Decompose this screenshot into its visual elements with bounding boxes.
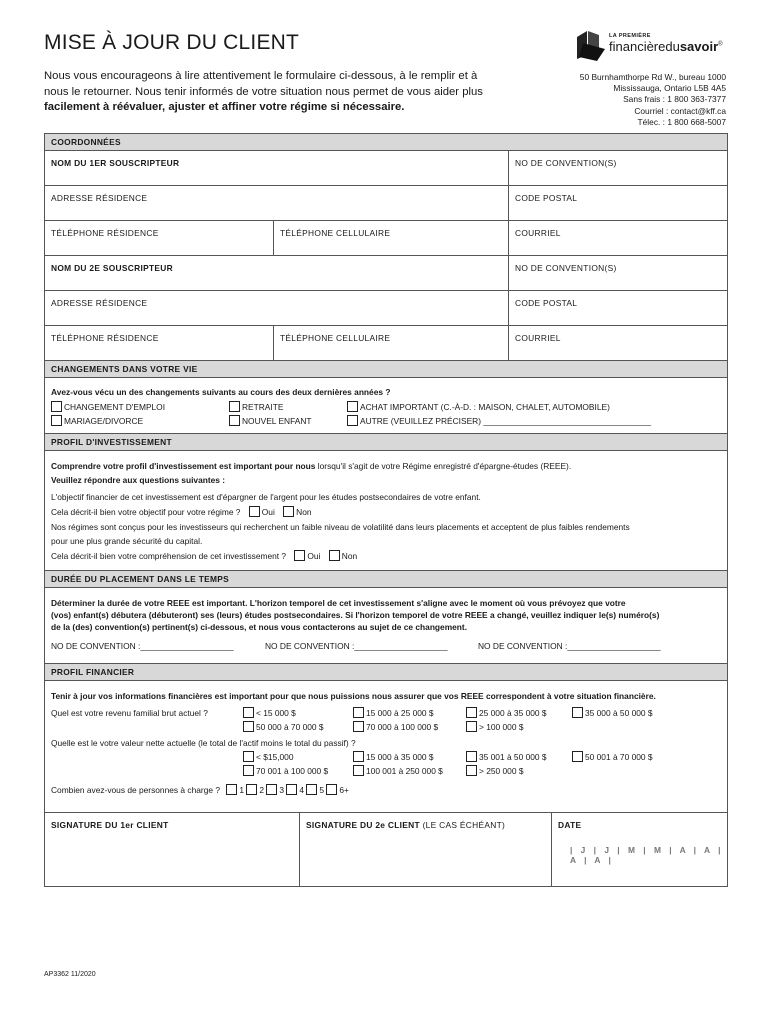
- pi-line1: Comprendre votre profil d'investissement est important pour nous lorsqu'il s'agit de votre Régime enregistré d'épargne-études (REEE).: [51, 461, 572, 471]
- section-header-coordonnees: COORDONNÉES: [45, 134, 727, 151]
- name1-field[interactable]: NOM DU 1ER SOUSCRIPTEUR: [45, 151, 509, 185]
- dependents-checkbox[interactable]: [266, 784, 277, 795]
- checkbox-non[interactable]: [329, 550, 340, 561]
- option-achat[interactable]: ACHAT IMPORTANT (C.-À-D. : MAISON, CHALET, AUTOMOBILE): [347, 401, 610, 412]
- checkbox-oui[interactable]: [249, 506, 260, 517]
- logo-main-text: financièredusavoir®: [609, 39, 723, 54]
- email1-field[interactable]: COURRIEL: [515, 228, 561, 238]
- email2-field[interactable]: COURRIEL: [515, 333, 561, 343]
- address-fax: Télec. : 1 800 668-5007: [637, 116, 726, 127]
- form-row: [45, 291, 727, 326]
- networth-option[interactable]: < $15,000: [243, 751, 294, 762]
- pi-line2: Veuillez répondre aux questions suivantes :: [51, 475, 226, 485]
- pi-line4: Cela décrit-il bien votre objectif pour votre régime ? Oui Non: [51, 507, 312, 517]
- logo-mark-icon: [575, 29, 605, 61]
- option-mariage[interactable]: MARIAGE/DIVORCE: [51, 415, 143, 426]
- dependents-checkbox[interactable]: [306, 784, 317, 795]
- pf-q1: Quel est votre revenu familial brut actuel ?: [51, 708, 208, 718]
- form-title: MISE À JOUR DU CLIENT: [44, 31, 300, 54]
- address1-field[interactable]: ADRESSE RÉSIDENCE: [45, 186, 509, 220]
- client-update-form: [44, 133, 728, 887]
- cell2-field[interactable]: TÉLÉPHONE CELLULAIRE: [274, 326, 509, 360]
- convention1-field[interactable]: NO DE CONVENTION(S): [515, 158, 617, 168]
- pi-line3: L'objectif financier de cet investissement est d'épargner de l'argent pour les études postsecondaires de votre enfant.: [51, 492, 481, 502]
- checkbox[interactable]: [229, 401, 240, 412]
- checkbox[interactable]: [51, 401, 62, 412]
- address2-field[interactable]: ADRESSE RÉSIDENCE: [45, 291, 509, 325]
- option-autre[interactable]: AUTRE (VEUILLEZ PRÉCISER) ____________________________________: [347, 415, 651, 426]
- pi-line5: Nos régimes sont conçus pour les investisseurs qui recherchent un faible niveau de volatilité dans leurs placements et acceptent de plus faibles rendements: [51, 522, 630, 532]
- option-retraite[interactable]: RETRAITE: [229, 401, 283, 412]
- profil-investissement-section: [45, 451, 727, 571]
- date-format: | J | J | M | M | A | A | A | A |: [570, 845, 724, 865]
- income-option[interactable]: 35 000 à 50 000 $: [572, 707, 653, 718]
- date-field[interactable]: DATE | J | J | M | M | A | A | A | A |: [552, 813, 727, 886]
- pf-q2: Quelle est le votre valeur nette actuelle (le total de l'actif moins le total du passif) ?: [51, 738, 356, 748]
- intro-text: [44, 69, 494, 116]
- company-address: [580, 72, 726, 128]
- networth-option[interactable]: 100 001 à 250 000 $: [353, 765, 443, 776]
- address-line: Mississauga, Ontario L5B 4A5: [613, 83, 726, 94]
- checkbox-non[interactable]: [283, 506, 294, 517]
- phone2-field[interactable]: TÉLÉPHONE RÉSIDENCE: [45, 326, 274, 360]
- signature-client2-field[interactable]: SIGNATURE DU 2e CLIENT (LE CAS ÉCHÉANT): [300, 813, 552, 886]
- postal1-field[interactable]: CODE POSTAL: [515, 193, 578, 203]
- postal2-field[interactable]: CODE POSTAL: [515, 298, 578, 308]
- changements-question: Avez-vous vécu un des changements suivants au cours des deux dernières années ?: [51, 387, 391, 397]
- form-row: [45, 151, 727, 186]
- networth-option[interactable]: 15 000 à 35 000 $: [353, 751, 434, 762]
- income-option[interactable]: < 15 000 $: [243, 707, 296, 718]
- phone1-field[interactable]: TÉLÉPHONE RÉSIDENCE: [45, 221, 274, 255]
- option-emploi[interactable]: CHANGEMENT D'EMPLOI: [51, 401, 165, 412]
- pi-line7: Cela décrit-il bien votre compréhension de cet investissement ? Oui Non: [51, 551, 358, 561]
- networth-option[interactable]: > 250 000 $: [466, 765, 523, 776]
- pi-line6: pour une plus grande sécurité du capital.: [51, 536, 203, 546]
- duree-line2: (vos) enfant(s) débutera (débuteront) ses (leurs) études postsecondaires. Si l'horizon temporel de votre REEE a changé, veuillez indiquer le(s) numéro(s): [51, 610, 660, 620]
- convention2-field[interactable]: NO DE CONVENTION(S): [515, 263, 617, 273]
- dependents-checkbox[interactable]: [246, 784, 257, 795]
- profil-financier-section: [45, 681, 727, 813]
- cell1-field[interactable]: TÉLÉPHONE CELLULAIRE: [274, 221, 509, 255]
- dependents-checkbox[interactable]: [326, 784, 337, 795]
- company-logo: [575, 27, 735, 67]
- income-option[interactable]: 15 000 à 25 000 $: [353, 707, 434, 718]
- checkbox[interactable]: [51, 415, 62, 426]
- income-option[interactable]: 70 000 à 100 000 $: [353, 721, 438, 732]
- dependents-checkbox[interactable]: [286, 784, 297, 795]
- section-header-profil-investissement: PROFIL D'INVESTISSEMENT: [45, 434, 727, 451]
- signature-row: [45, 813, 727, 886]
- convention-field-2[interactable]: NO DE CONVENTION :____________________: [265, 641, 448, 651]
- pf-intro: Tenir à jour vos informations financières est important pour que nous puissions nous assurer que vos REEE correspondent à votre situation financière.: [51, 691, 656, 701]
- section-header-profil-financier: PROFIL FINANCIER: [45, 664, 727, 681]
- income-option[interactable]: > 100 000 $: [466, 721, 523, 732]
- income-option[interactable]: 50 000 à 70 000 $: [243, 721, 324, 732]
- address-email: Courriel : contact@kff.ca: [634, 105, 726, 116]
- intro-bold: facilement à réévaluer, ajuster et affiner votre régime si nécessaire.: [44, 101, 405, 113]
- logo-small-text: LA PREMIÈRE: [609, 33, 651, 39]
- form-row: [45, 221, 727, 256]
- form-code: AP3362 11/2020: [44, 971, 96, 978]
- intro-regular: Nous vous encourageons à lire attentivement le formulaire ci-dessous, à le remplir et à nous le retourner. Nous tenir informés de votre situation nous permet de vous aider plus: [44, 70, 483, 98]
- pf-q3: Combien avez-vous de personnes à charge ? 1 2 3 4 5 6+: [51, 785, 349, 795]
- form-row: [45, 256, 727, 291]
- section-header-changements: CHANGEMENTS DANS VOTRE VIE: [45, 361, 727, 378]
- duree-line1: Déterminer la durée de votre REEE est important. L'horizon temporel de cet investissement s'aligne avec le moment où vous prévoyez que votre: [51, 598, 626, 608]
- duree-section: [45, 588, 727, 664]
- convention-field-3[interactable]: NO DE CONVENTION :____________________: [478, 641, 661, 651]
- address-phone: Sans frais : 1 800 363-7377: [623, 94, 726, 105]
- name2-field[interactable]: NOM DU 2E SOUSCRIPTEUR: [45, 256, 509, 290]
- convention-field-1[interactable]: NO DE CONVENTION :____________________: [51, 641, 234, 651]
- form-row: [45, 326, 727, 361]
- dependents-checkbox[interactable]: [226, 784, 237, 795]
- section-header-duree: DURÉE DU PLACEMENT DANS LE TEMPS: [45, 571, 727, 588]
- income-option[interactable]: 25 000 à 35 000 $: [466, 707, 547, 718]
- signature-client1-field[interactable]: SIGNATURE DU 1er CLIENT: [45, 813, 300, 886]
- duree-line3: de la (des) convention(s) pertinent(s) ci-dessous, et nous vous contacterons au sujet de ce changement.: [51, 622, 468, 632]
- changements-section: [45, 378, 727, 434]
- networth-option[interactable]: 35 001 à 50 000 $: [466, 751, 547, 762]
- address-line: 50 Burnhamthorpe Rd W., bureau 1000: [579, 72, 726, 82]
- networth-option[interactable]: 70 001 à 100 000 $: [243, 765, 328, 776]
- checkbox[interactable]: [347, 401, 358, 412]
- form-row: [45, 186, 727, 221]
- checkbox-oui[interactable]: [294, 550, 305, 561]
- checkbox[interactable]: [347, 415, 358, 426]
- networth-option[interactable]: 50 001 à 70 000 $: [572, 751, 653, 762]
- checkbox[interactable]: [229, 415, 240, 426]
- option-enfant[interactable]: NOUVEL ENFANT: [229, 415, 312, 426]
